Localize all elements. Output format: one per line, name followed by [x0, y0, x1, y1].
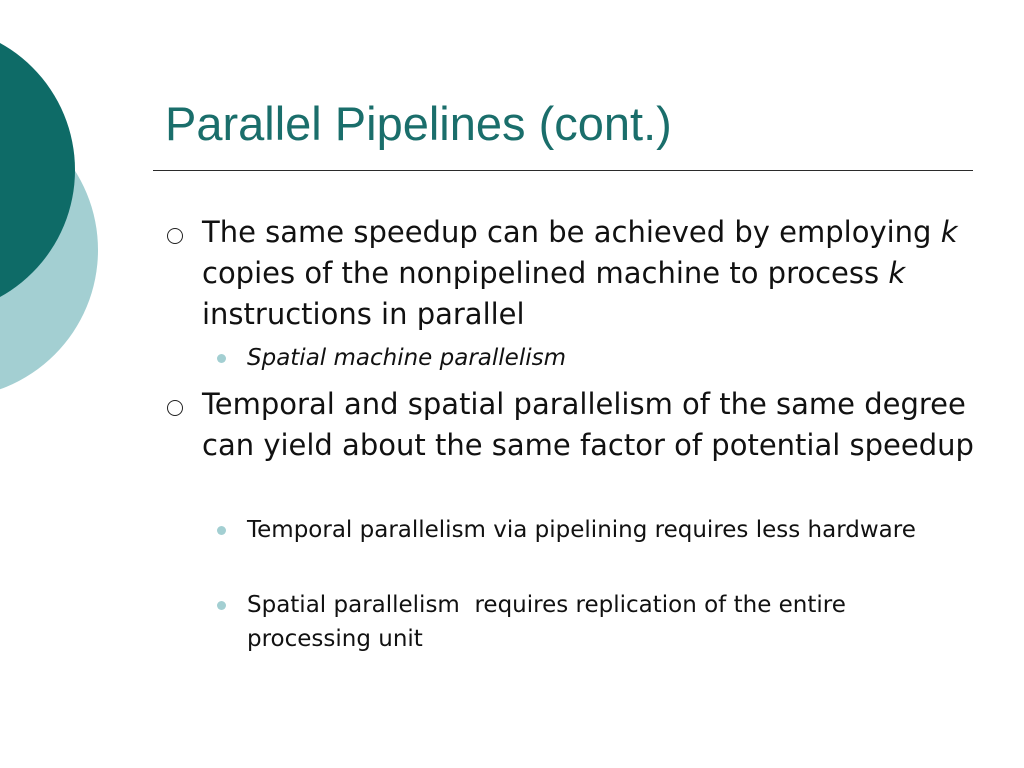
bullet-2-sub-1: Temporal parallelism via pipelining requires less hardware [247, 517, 916, 543]
bullet-2-sub-2: Spatial parallelism requires replication of the entire processing unit [247, 592, 854, 652]
bullet-2: Temporal and spatial parallelism of the same degree can yield about the same factor of potential speedup [202, 387, 974, 462]
bullet-1: The same speedup can be achieved by employing k copies of the nonpipelined machine to process k instructions in parallel [202, 215, 958, 331]
filled-bullet-icon [217, 354, 226, 363]
filled-bullet-icon [217, 526, 226, 535]
hollow-bullet-icon [167, 400, 183, 416]
hollow-bullet-icon [167, 228, 183, 244]
filled-bullet-icon [217, 601, 226, 610]
slide-title: Parallel Pipelines (cont.) [165, 97, 672, 150]
bullet-1-sub-1: Spatial machine parallelism [247, 345, 566, 371]
